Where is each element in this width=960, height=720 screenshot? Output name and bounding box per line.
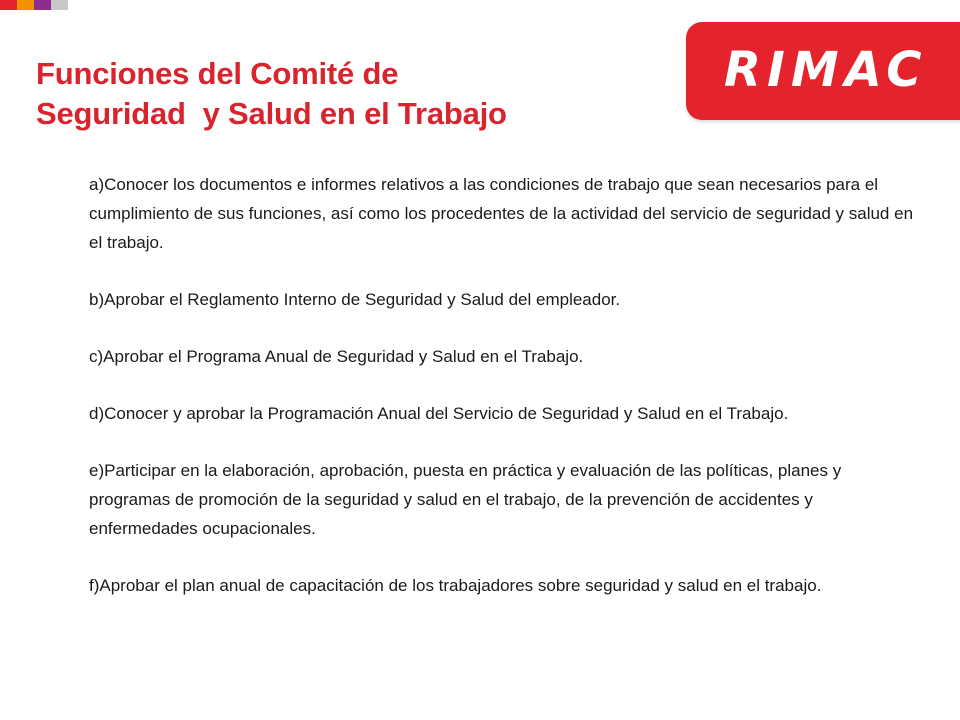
slide-title-line-1: Funciones del Comité de [36, 56, 399, 91]
stripe-red [0, 0, 17, 10]
slide-title-line-2: Seguridad y Salud en el Trabajo [36, 96, 507, 131]
function-item-c: c)Aprobar el Programa Anual de Seguridad y Salud en el Trabajo. [89, 347, 584, 366]
function-item-d: d)Conocer y aprobar la Programación Anual del Servicio de Seguridad y Salud en el Trabajo. [89, 404, 789, 423]
function-item-b: b)Aprobar el Reglamento Interno de Seguridad y Salud del empleador. [89, 290, 621, 309]
top-color-stripes [0, 0, 68, 10]
function-item-a: a)Conocer los documentos e informes relativos a las condiciones de trabajo que sean necesarios para el cumplimiento de sus funciones, así como los procedentes de la actividad del servicio de seguridad y salud en el trabajo. [89, 175, 914, 252]
rimac-logo [686, 22, 960, 120]
function-item-f: f)Aprobar el plan anual de capacitación de los trabajadores sobre seguridad y salud en el trabajo. [89, 576, 822, 595]
stripe-purple [34, 0, 51, 10]
rimac-logo-text: RIMAC [724, 42, 928, 98]
stripe-orange [17, 0, 34, 10]
stripe-gray [51, 0, 68, 10]
function-item-e: e)Participar en la elaboración, aprobación, puesta en práctica y evaluación de las políticas, planes y programas de promoción de la seguridad y salud en el trabajo, de la prevención de accidentes y enfermedades ocupacionales. [89, 461, 842, 538]
slide-title [36, 54, 636, 134]
functions-list [89, 170, 914, 628]
